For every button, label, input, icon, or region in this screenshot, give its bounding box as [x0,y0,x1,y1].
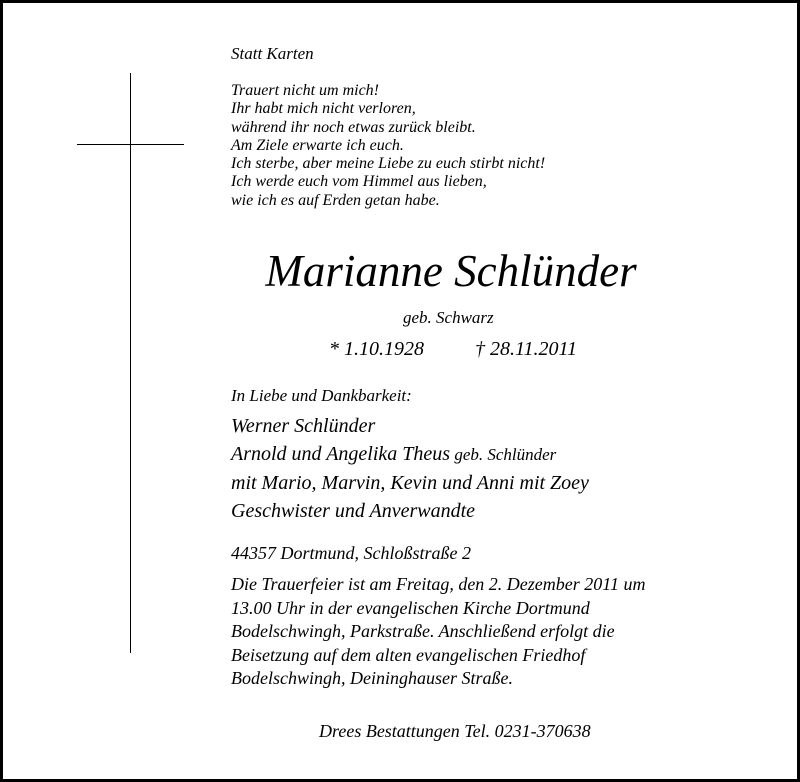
mourner-name: mit Mario, Marvin, Kevin und Anni mit Zoey [231,472,589,494]
poem-line: während ihr noch etwas zurück bleibt. [231,118,476,136]
intro-text: Statt Karten [231,44,314,63]
cross-horizontal-beam [77,144,184,145]
poem-line: Am Ziele erwarte ich euch. [231,136,404,154]
funeral-line: Bodelschwingh, Deininghauser Straße. [231,668,513,688]
poem-line: Ich werde euch vom Himmel aus lieben, [231,173,487,191]
mourner-suffix: geb. Schlünder [450,445,557,464]
funeral-line: Bodelschwingh, Parkstraße. Anschließend erfolgt die [231,621,615,641]
mourner-name: Geschwister und Anverwandte [231,500,476,522]
funeral-line: Die Trauerfeier ist am Freitag, den 2. Dezember 2011 um [231,574,646,594]
mourner-name: Werner Schlünder [231,415,376,437]
mourner-name: Arnold und Angelika Theus [231,443,451,465]
mourner-line [231,440,589,469]
poem [231,82,545,210]
funeral-line: Beisetzung auf dem alten evangelischen Friedhof [231,644,586,665]
mourners-list [231,412,589,525]
deceased-name: Marianne Schlünder [265,246,637,296]
death-date: † 28.11.2011 [475,338,578,360]
mourner-line [231,497,589,525]
funeral-info [231,573,645,691]
poem-line: Ich sterbe, aber meine Liebe zu euch stirbt nicht! [231,155,546,173]
poem-line: Ihr habt mich nicht verloren, [231,100,416,118]
maiden-name: geb. Schwarz [403,308,494,327]
address: 44357 Dortmund, Schloßstraße 2 [231,543,471,563]
poem-line: Trauert nicht um mich! [231,82,379,99]
poem-line: wie ich es auf Erden getan habe. [231,191,440,209]
mourner-line [231,412,589,440]
birth-date: * 1.10.1928 [329,338,424,360]
cross-vertical-beam [130,73,131,653]
undertaker-contact: Drees Bestattungen Tel. 0231-370638 [319,721,591,741]
funeral-line: 13.00 Uhr in der evangelischen Kirche Dortmund [231,597,590,618]
mourner-line [231,469,589,497]
mourners-heading: In Liebe und Dankbarkeit: [231,386,412,405]
